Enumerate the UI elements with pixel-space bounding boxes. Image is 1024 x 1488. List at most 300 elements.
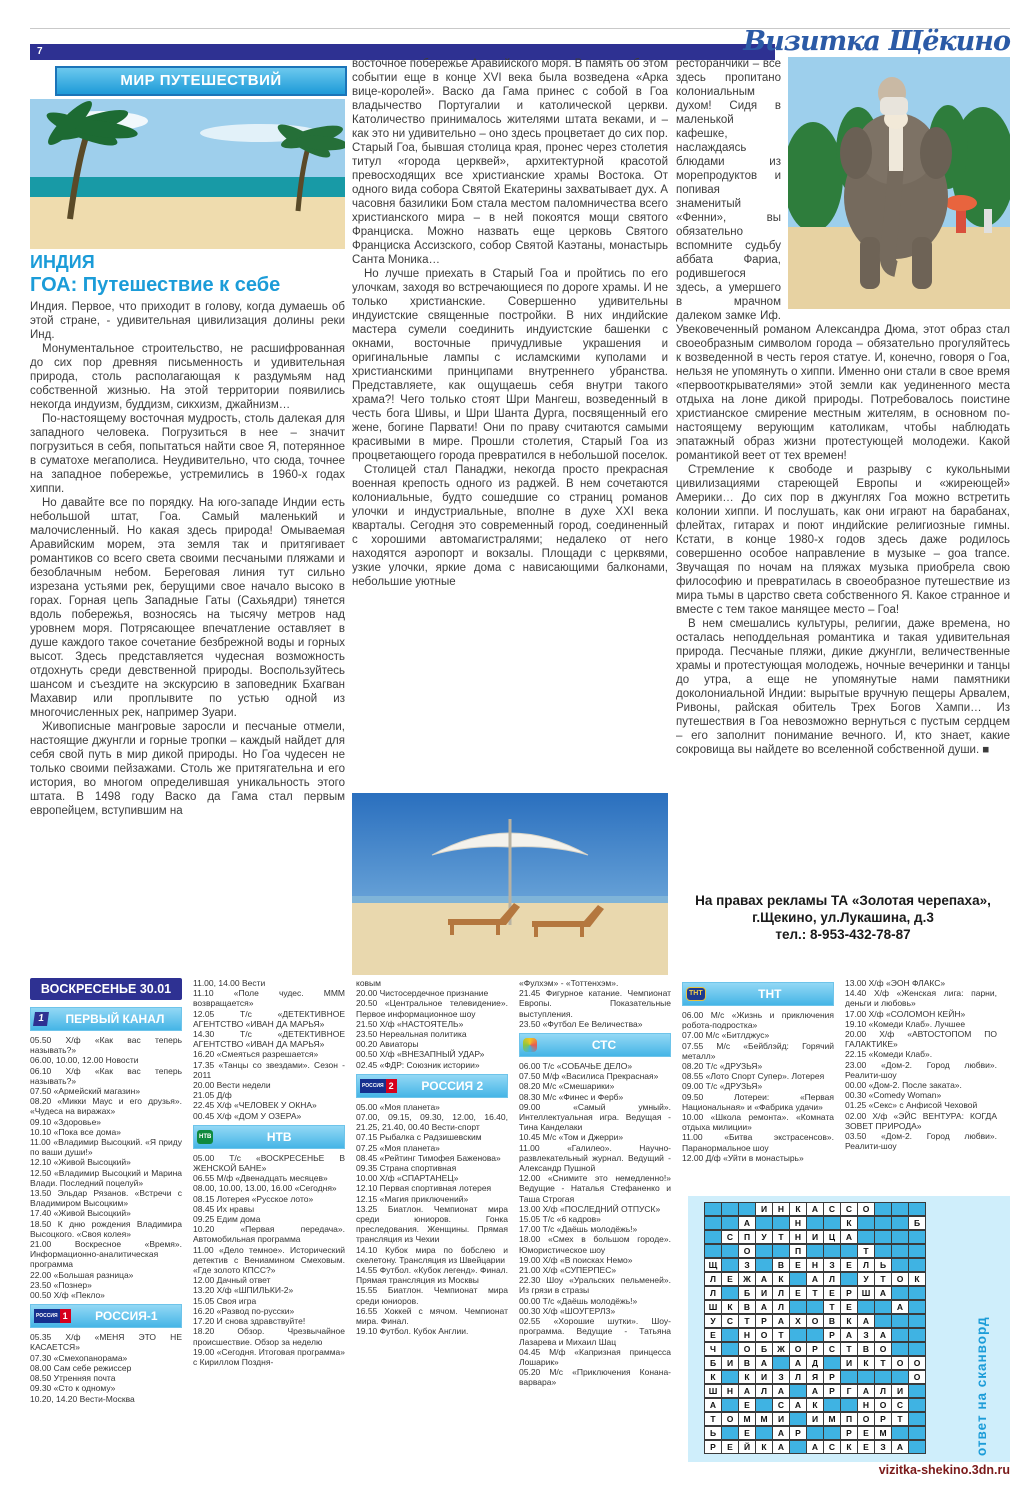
crossword-cell: О: [721, 1412, 739, 1426]
tv-program: 19.10 Футбол. Кубок Англии.: [356, 1326, 469, 1337]
article-paragraph: восточное побережье Аравийского моря. В память об этом событии еще в конце XVI века была возведена «Арка вице-королей». Васко да Гама принес с собой в Гоа владычество Португалии и католической церкви. Католичество принималось жителями штата веками, и – как это ни удивительно – оно здесь процветает до сих пор. Старый Гоа, бывшая столица края, пронес через столетия титул «города церквей», архитектурной красотой превосходящих все христианские храмы Востока. От одного вида собора Святой Екатерины захватывает дух. А часовня базилики Бом стала местом паломничества всего христианского мира – в ней покоятся мощи святого Франциска. Можно назвать еще церковь Святого Франциска Ассизского, собор Святой Каэтаны, монастырь Санта Моника…: [352, 58, 668, 266]
crossword-row: [704, 1286, 925, 1300]
crossword-cell: Т: [738, 1314, 756, 1328]
crossword-cell: Ч: [704, 1342, 722, 1356]
crossword-cell: Р: [840, 1286, 858, 1300]
tv-program: 00.50 Х/ф «ВНЕЗАПНЫЙ УДАР»: [356, 1049, 485, 1060]
crossword-row: [704, 1426, 925, 1440]
crossword-cell: Т: [772, 1230, 790, 1244]
crossword-row: [704, 1384, 925, 1398]
crossword-cell: Л: [704, 1272, 722, 1286]
tv-program: 11.00 «Битва экстрасенсов». Паранормальное шоу: [682, 1132, 834, 1153]
crossword-cell: Ц: [823, 1230, 841, 1244]
tv-program: 10.20 «Первая передача». Автомобильная программа: [193, 1224, 345, 1245]
newspaper-logo: Визитка Щёкино: [743, 26, 1010, 57]
crossword-cell: Е: [789, 1286, 807, 1300]
channel-name: РОССИЯ-1: [95, 1309, 158, 1324]
crossword-cell: Р: [789, 1426, 807, 1440]
tv-program: 23.50 «Познер»: [30, 1279, 92, 1290]
crossword-cell: В: [772, 1258, 790, 1272]
crossword-cell: [721, 1398, 739, 1412]
crossword-cell: Р: [806, 1342, 824, 1356]
tv-program: 23.00 «Дом-2. Город любви». Реалити-шоу: [845, 1059, 997, 1080]
crossword-cell: Л: [823, 1272, 841, 1286]
crossword-cell: Н: [857, 1398, 875, 1412]
crossword-cell: К: [755, 1440, 773, 1454]
article-paragraph: Но лучше приехать в Старый Гоа и пройтись по его улочкам, заходя во встречающиеся по дороге храмы. И не только христианские. Совершенно удивительны индуистские священные постройки. В них индийские мастера сумели соединить индуистские башенки с окнами, восточные причудливые украшения и оригинальные лампы с исламскими куполами и христианскими принципами внутреннего убранства. Представляете, как ощущаешь себя внутри такого храма?! Чего только стоят Шри Мангеш, возведенный в честь бога Шивы, и Шри Шанта Дурга, посвященный его жене, богине Парвати! Они по праву считаются самыми красивыми в мире. Прошли столетия, Старый Гоа из процветающего города превратился в небольшой поселок.: [352, 268, 668, 462]
crossword-cell: Р: [840, 1426, 858, 1440]
tnt-logo: ТНТ: [686, 987, 706, 1001]
tv-program: 08.20 М/с «Смешарики»: [519, 1081, 615, 1092]
tv-program: 03.50 «Дом-2. Город любви». Реалити-шоу: [845, 1131, 997, 1152]
article-paragraph: В нем смешались культуры, религии, даже времена, но осталась неподдельная романтика и такая удивительная природа. Песчаные пляжи, дикие джунгли, величественные храмы и протестующая молодежь, ночные вечеринки и танцы до утра, а еще не упомянутые нами памятники доколониальной Индии: вырытые вручную пещеры Арвалем, Ривоны, райская обитель Трех Богов Хампи… Из путешествия в Гоа невозможно вернуться с пустым сердцем – его заполнит понимание вечного. И, кто знает, какие сокровища вы найдете во вселенной собственной души. ■: [676, 618, 1010, 756]
crossword-cell: Р: [874, 1412, 892, 1426]
crossword-cell: В: [823, 1314, 841, 1328]
crossword-row: [704, 1328, 925, 1342]
tv-program: 17.20 И снова здравствуйте!: [193, 1316, 306, 1327]
crossword-cell: [840, 1398, 858, 1412]
crossword-row: [704, 1230, 925, 1244]
crossword-cell: А: [840, 1230, 858, 1244]
crossword-cell: Р: [755, 1314, 773, 1328]
crossword-cell: [908, 1328, 926, 1342]
tv-program: «Фулхэм» - «Тоттенхэм».: [519, 978, 619, 988]
crossword-cell: О: [908, 1356, 926, 1370]
crossword-cell: [823, 1244, 841, 1258]
crossword-cell: [789, 1412, 807, 1426]
channel-header-sts: [519, 1033, 671, 1057]
tv-program: 14.55 Футбол. «Кубок легенд». Финал. Прямая трансляция из Москвы: [356, 1265, 508, 1286]
tv-program: 14.10 Кубок мира по бобслею и скелетону. Трансляция из Швейцарии: [356, 1244, 508, 1265]
crossword-cell: [891, 1328, 909, 1342]
crossword-cell: Л: [755, 1384, 773, 1398]
tv-program: 19.00 «Сегодня. Итоговая программа» с Кириллом Поздня-: [193, 1346, 345, 1367]
ad-line-3: тел.: 8-953-432-78-87: [775, 927, 911, 942]
crossword-row: [704, 1202, 925, 1216]
crossword-cell: Е: [857, 1440, 875, 1454]
crossword-cell: [789, 1328, 807, 1342]
crossword-cell: [908, 1314, 926, 1328]
ad-line-2: г.Щекино, ул.Лукашина, д.3: [752, 910, 934, 925]
tv-program: 12.10 Первая спортивная лотерея: [356, 1183, 492, 1194]
crossword-cell: Е: [840, 1258, 858, 1272]
crossword-cell: К: [721, 1300, 739, 1314]
site-watermark[interactable]: vizitka-shekino.3dn.ru: [878, 1463, 1010, 1477]
tv-program: 13.20 Х/ф «ШПИЛЬКИ-2»: [193, 1285, 294, 1296]
crossword-cell: Е: [789, 1258, 807, 1272]
crossword-cell: А: [789, 1356, 807, 1370]
crossword-cell: Е: [857, 1426, 875, 1440]
tv-program: 05.50 Х/ф «Как вас теперь называть?»: [30, 1035, 182, 1056]
crossword-cell: [891, 1216, 909, 1230]
tv-program: 16.20 «Смеяться разрешается»: [193, 1049, 319, 1060]
crossword-cell: А: [874, 1328, 892, 1342]
tv-program: 04.45 М/ф «Капризная принцесса Лошарик»: [519, 1346, 671, 1367]
crossword-cell: Ж: [738, 1272, 756, 1286]
tv-program: 06.10 Х/ф «Как вас теперь называть?»: [30, 1065, 182, 1086]
crossword-cell: Д: [806, 1356, 824, 1370]
crossword-cell: [908, 1384, 926, 1398]
crossword-cell: О: [806, 1314, 824, 1328]
tv-program: 11.00 «Дело темное». Исторический детектив с Вениамином Смеховым. «Где золото КПСС?»: [193, 1244, 345, 1276]
crossword-cell: [840, 1272, 858, 1286]
crossword-cell: К: [840, 1216, 858, 1230]
crossword-cell: [857, 1370, 875, 1384]
crossword-cell: Т: [823, 1300, 841, 1314]
crossword-cell: О: [908, 1370, 926, 1384]
tv-program: 13.00 Х/ф «ПОСЛЕДНИЙ ОТПУСК»: [519, 1203, 661, 1214]
crossword-cell: [908, 1230, 926, 1244]
tv-program: 05.00 Т/с «ВОСКРЕСЕНЬЕ В ЖЕНСКОЙ БАНЕ»: [193, 1152, 345, 1174]
tv-program: 10.00 «Школа ремонта». «Комната отдыха милиции»: [682, 1112, 834, 1133]
tv-program: 21.50 Х/ф «НАСТОЯТЕЛЬ»: [356, 1018, 464, 1029]
crossword-cell: [840, 1244, 858, 1258]
crossword-cell: Ш: [857, 1286, 875, 1300]
crossword-cell: [721, 1216, 739, 1230]
tv-program: 21.45 Фигурное катание. Чемпионат Европы. Показательные выступления.: [519, 988, 671, 1019]
crossword-row: [704, 1314, 925, 1328]
tv-program: 10.20, 14.20 Вести-Москва: [30, 1393, 135, 1404]
crossword-cell: К: [789, 1202, 807, 1216]
tv-program: 22.30 Шоу «Уральских пельменей». Из грязи в стразы: [519, 1275, 671, 1296]
article-title: ГОА: Путешествие к себе: [30, 274, 281, 296]
crossword-cell: Л: [874, 1384, 892, 1398]
crossword-cell: О: [857, 1412, 875, 1426]
crossword-cell: [908, 1342, 926, 1356]
tv-program: 10.00 Х/ф «СПАРТАНЕЦ»: [356, 1173, 459, 1184]
crossword-cell: Л: [772, 1300, 790, 1314]
channel-header-tnt: [682, 982, 834, 1006]
tv-program: 17.35 «Танцы со звездами». Сезон - 2011: [193, 1059, 345, 1080]
tv-program: 09.00 «Самый умный». Интеллектуальная игра. Ведущая - Тина Канделаки: [519, 1101, 671, 1133]
tv-program: 07.55 М/с «Бейблэйд: Горячий металл»: [682, 1040, 834, 1061]
crossword-cell: Г: [840, 1384, 858, 1398]
crossword-cell: [874, 1202, 892, 1216]
channel-name: НТВ: [266, 1129, 292, 1144]
crossword-cell: И: [755, 1286, 773, 1300]
crossword-cell: О: [738, 1342, 756, 1356]
tv-program: 09.00 Т/с «ДРУЗЬЯ»: [682, 1081, 763, 1092]
crossword-cell: [806, 1328, 824, 1342]
tv-program: 06.00, 10.00, 12.00 Новости: [30, 1055, 139, 1066]
crossword-cell: [891, 1342, 909, 1356]
crossword-cell: [806, 1244, 824, 1258]
crossword-cell: [891, 1244, 909, 1258]
tv-column: [519, 978, 671, 1460]
tv-program: 07.50 М/ф «Василиса Прекрасная»: [519, 1071, 659, 1082]
crossword-cell: А: [772, 1440, 790, 1454]
crossword-answer-label: ответ на сканворд: [974, 1316, 989, 1456]
crossword-cell: А: [806, 1384, 824, 1398]
crossword-cell: И: [755, 1370, 773, 1384]
crossword-cell: [721, 1258, 739, 1272]
tv-program: 12.50 «Владимир Высоцкий и Марина Влади. Последний поцелуй»: [30, 1167, 182, 1188]
tv-program: 11.00, 14.00 Вести: [193, 978, 266, 988]
tv-program: 07.15 Рыбалка с Радзишевским: [356, 1132, 482, 1143]
crossword-cell: С: [721, 1314, 739, 1328]
article-paragraph: Живописные мангровые заросли и песчаные отмели, настоящие джунгли и горные тропки – каждый найдет для себя свой путь в мир дикой природы. Но Гоа чудесен не только своими пейзажами. Столь же притягательна и его история, во многом определившая уникальность этого штата. В 1498 году Васко да Гама стал первым европейцем, вступившим на: [30, 721, 345, 817]
tv-program: 12.00 Д/ф «Уйти в монастырь»: [682, 1152, 804, 1163]
crossword-cell: [721, 1202, 739, 1216]
crossword-cell: [721, 1244, 739, 1258]
tv-program: 22.45 Х/ф «ЧЕЛОВЕК У ОКНА»: [193, 1100, 317, 1111]
crossword-cell: Ь: [874, 1258, 892, 1272]
crossword-cell: Б: [738, 1286, 756, 1300]
tv-program: 05.00 «Моя планета»: [356, 1101, 440, 1112]
crossword-cell: [704, 1230, 722, 1244]
crossword-grid: [704, 1202, 925, 1454]
crossword-cell: [806, 1300, 824, 1314]
crossword-cell: [908, 1202, 926, 1216]
tv-program: 12.05 Т/с «ДЕТЕКТИВНОЕ АГЕНТСТВО «ИВАН ДА МАРЬЯ»: [193, 1008, 345, 1029]
elephant-illustration: [788, 57, 1010, 309]
crossword-cell: В: [857, 1342, 875, 1356]
crossword-cell: [755, 1398, 773, 1412]
tv-program: 08.15 Лотерея «Русское лото»: [193, 1193, 314, 1204]
crossword-row: [704, 1356, 925, 1370]
article-paragraph: По-настоящему восточная мудрость, столь далекая для западного человека. Погрузиться в нее – значит погрузиться в себя, попытаться найти свое Я, потерянное в суматохе мегаполиса. Неудивительно, что сюда, точнее на западное побережье, устремились в 1960-х годах хиппи.: [30, 413, 345, 495]
crossword-cell: У: [704, 1314, 722, 1328]
crossword-cell: А: [840, 1328, 858, 1342]
crossword-cell: К: [806, 1398, 824, 1412]
tv-program: 09.30 «Сто к одному»: [30, 1383, 116, 1394]
crossword-cell: К: [772, 1272, 790, 1286]
tv-program: 21.00 Воскресное «Время». Информационно-аналитическая программа: [30, 1239, 182, 1270]
tv-program: 11.00 «Владимир Высоцкий. «Я приду по ваши души!»: [30, 1137, 182, 1158]
crossword-cell: Т: [704, 1412, 722, 1426]
crossword-cell: [789, 1300, 807, 1314]
crossword-cell: Л: [704, 1286, 722, 1300]
tv-program: 15.05 Своя игра: [193, 1295, 257, 1306]
tv-program: 10.45 М/с «Том и Джерри»: [519, 1132, 624, 1143]
tv-program: 12.10 «Живой Высоцкий»: [30, 1157, 131, 1168]
crossword-row: [704, 1370, 925, 1384]
logo-num: 1: [60, 1309, 71, 1323]
crossword-cell: [789, 1440, 807, 1454]
crossword-cell: [721, 1286, 739, 1300]
crossword-cell: Щ: [704, 1258, 722, 1272]
crossword-cell: [772, 1216, 790, 1230]
r2-logo: [360, 1079, 397, 1093]
tv-program: 19.10 «Комеди Клаб». Лучшее: [845, 1018, 966, 1029]
crossword-cell: О: [874, 1342, 892, 1356]
crossword-row: [704, 1244, 925, 1258]
crossword-row: [704, 1300, 925, 1314]
crossword-cell: Т: [891, 1412, 909, 1426]
crossword-cell: В: [738, 1356, 756, 1370]
crossword-cell: Т: [806, 1286, 824, 1300]
tv-program: 02.45 «ФДР: Союзник истории»: [356, 1059, 480, 1070]
article-paragraph: Монументальное строительство, не расшифрованная до сих пор древняя письменность и удивительная природа, столь располагающая к раздумьям над собственной жизнью. На этой территории появились некогда индуизм, буддизм, сикхизм, джайнизм…: [30, 343, 345, 411]
tv-program: 06.55 М/ф «Двенадцать месяцев»: [193, 1173, 328, 1184]
crossword-cell: [840, 1370, 858, 1384]
tv-program: 21.05 Д/ф: [193, 1090, 232, 1101]
crossword-cell: [772, 1356, 790, 1370]
crossword-cell: А: [738, 1216, 756, 1230]
tv-program: 00.30 «Comedy Woman»: [845, 1090, 942, 1101]
crossword-cell: [891, 1370, 909, 1384]
article-paragraph: ресторанчики – все здесь пропитано колониальным духом! Сидя в маленькой кафешке, наслаждаясь блюдами из морепродуктов и попивая знаменитый «Фенни», вы обязательно вспомните судьбу аббата Фариа, родившегося здесь, а умершего в мрачном далеком замке Иф. Увековеченный романом Александра Дюма, этот образ стал своеобразным символом города – обязательно прогуляйтесь к возведенной в честь героя статуе. И, конечно, говоря о Гоа, нельзя не упомянуть о хиппи. Именно они стали в свое время «первооткрывателями» этой земли как уединенного места отдыха на лоне дикой природы. Потребовалось поистине христианское смирение местным жителям, в основном по-настоящему верующим католикам, чтобы наблюдать эпатажный образ жизни протестующей молодежи. Какой романтикой веет от тех времен!: [676, 58, 1010, 462]
tv-program: 00.00 «Дом-2. После заката».: [845, 1080, 962, 1091]
tv-program: 21.00 Х/ф «СУПЕРПЕС»: [519, 1265, 617, 1276]
crossword-cell: П: [840, 1412, 858, 1426]
crossword-cell: З: [857, 1328, 875, 1342]
tv-program: 08.45 Их нравы: [193, 1203, 255, 1214]
crossword-cell: К: [908, 1272, 926, 1286]
tv-program: 09.35 Страна спортивная: [356, 1163, 457, 1174]
tv-program: 18.50 К дню рождения Владимира Высоцкого. «Своя колея»: [30, 1218, 182, 1239]
crossword-cell: [704, 1244, 722, 1258]
crossword-cell: [772, 1244, 790, 1258]
tv-program: 15.55 Биатлон. Чемпионат мира среди юниоров.: [356, 1285, 508, 1306]
crossword-cell: Р: [823, 1328, 841, 1342]
crossword-cell: Н: [789, 1216, 807, 1230]
crossword-cell: Е: [704, 1328, 722, 1342]
channel-header-one: [30, 1007, 182, 1031]
tv-program: 01.25 «Секс» с Анфисой Чеховой: [845, 1100, 978, 1111]
crossword-cell: [721, 1370, 739, 1384]
crossword-cell: О: [857, 1202, 875, 1216]
crossword-cell: Л: [857, 1258, 875, 1272]
crossword-cell: К: [738, 1370, 756, 1384]
crossword-cell: Р: [823, 1384, 841, 1398]
crossword-cell: С: [721, 1230, 739, 1244]
crossword-cell: И: [755, 1202, 773, 1216]
tv-program: 22.15 «Комеди Клаб».: [845, 1049, 933, 1060]
crossword-cell: Т: [857, 1244, 875, 1258]
tv-program: 22.00 «Большая разница»: [30, 1269, 134, 1280]
tv-program: 11.10 «Поле чудес. МММ возвращается»: [193, 988, 345, 1009]
crossword-cell: [891, 1286, 909, 1300]
tv-program: 13.00 Х/ф «ЭОН ФЛАКС»: [845, 978, 946, 988]
crossword-row: [704, 1216, 925, 1230]
crossword-cell: В: [738, 1300, 756, 1314]
crossword-cell: Н: [806, 1258, 824, 1272]
tv-program: 17.40 «Живой Высоцкий»: [30, 1208, 131, 1219]
logo-text: РОССИЯ: [34, 1309, 60, 1323]
crossword-cell: Й: [738, 1440, 756, 1454]
tv-program: 09.10 «Здоровье»: [30, 1116, 102, 1127]
crossword-cell: И: [840, 1356, 858, 1370]
crossword-cell: Е: [840, 1300, 858, 1314]
crossword-cell: [721, 1426, 739, 1440]
article-col2: [352, 57, 668, 790]
tv-program: 23.50 Нереальная политика: [356, 1029, 467, 1040]
article-col1: [30, 300, 345, 974]
crossword-cell: К: [840, 1314, 858, 1328]
crossword-cell: О: [789, 1342, 807, 1356]
crossword-cell: [891, 1258, 909, 1272]
tv-program: 08.50 Утренняя почта: [30, 1373, 116, 1384]
tv-program: 05.20 М/с «Приключения Конана-варвара»: [519, 1367, 671, 1388]
crossword-cell: [874, 1216, 892, 1230]
crossword-cell: А: [789, 1398, 807, 1412]
crossword-cell: [755, 1258, 773, 1272]
tv-program: 07.50 «Армейский магазин»: [30, 1086, 141, 1097]
crossword-cell: Я: [806, 1370, 824, 1384]
tv-program: 14.40 Х/ф «Женская лига: парни, деньги и любовь»: [845, 988, 997, 1009]
crossword-cell: [755, 1244, 773, 1258]
tv-program: 05.35 Х/ф «МЕНЯ ЭТО НЕ КАСАЕТСЯ»: [30, 1332, 182, 1353]
crossword-cell: М: [823, 1412, 841, 1426]
channel-header-ntv: [193, 1125, 345, 1149]
crossword-cell: А: [806, 1440, 824, 1454]
tv-program: 07.25 «Моя планета»: [356, 1142, 440, 1153]
crossword-cell: [891, 1230, 909, 1244]
crossword-cell: А: [806, 1202, 824, 1216]
tv-program: 07.00 М/с «Битлджус»: [682, 1030, 770, 1041]
crossword-cell: [908, 1286, 926, 1300]
page-number: 7: [37, 46, 43, 57]
crossword-cell: [891, 1426, 909, 1440]
crossword-cell: [704, 1216, 722, 1230]
crossword-cell: [823, 1426, 841, 1440]
crossword-cell: Т: [874, 1272, 892, 1286]
crossword-cell: М: [738, 1412, 756, 1426]
article-col3: [676, 57, 1010, 889]
crossword-cell: [874, 1314, 892, 1328]
crossword-cell: [874, 1230, 892, 1244]
tv-program: 18.20 Обзор. Чрезвычайное происшествие. Обзор за неделю: [193, 1326, 345, 1347]
tv-program: 00.30 Х/ф «ШОУГЕРЛЗ»: [519, 1305, 616, 1316]
crossword-cell: Р: [823, 1370, 841, 1384]
channel-name: СТС: [591, 1038, 617, 1053]
umbrella-beach-photo: [352, 793, 668, 975]
crossword-cell: С: [772, 1398, 790, 1412]
tv-program: 10.10 «Пока все дома»: [30, 1126, 121, 1137]
tv-program: 08.30 М/с «Финес и Ферб»: [519, 1091, 624, 1102]
elephant-photo: [788, 57, 1010, 309]
tv-program: 16.55 Хоккей с мячом. Чемпионат мира. Финал.: [356, 1305, 508, 1327]
one-logo: 1: [33, 1012, 49, 1026]
tv-program: 00.50 Х/ф «Пекло»: [30, 1290, 105, 1301]
crossword-cell: [874, 1244, 892, 1258]
crossword-cell: Ш: [704, 1300, 722, 1314]
crossword-cell: [908, 1412, 926, 1426]
crossword-row: [704, 1258, 925, 1272]
crossword-cell: [857, 1216, 875, 1230]
crossword-cell: Н: [721, 1384, 739, 1398]
crossword-cell: Н: [772, 1202, 790, 1216]
crossword-cell: [908, 1426, 926, 1440]
channel-name: РОССИЯ 2: [421, 1078, 484, 1093]
tv-day-header: ВОСКРЕСЕНЬЕ 30.01: [30, 978, 182, 1000]
crossword-cell: [908, 1300, 926, 1314]
crossword-cell: Р: [704, 1440, 722, 1454]
article-paragraph: Стремление к свободе и разрыву с кукольными цивилизациями стареющей Европы и «жиреющей» Америки… До сих пор в джунглях Гоа можно встретить колонии хиппи. И послушать, как они играют на барабанах, флейтах, гитарах и поют индийские религиозные гимны. Кстати, в конце 1980-х годов здесь даже родилось совершенно особое направление в музыке – goa trance. Звучащая по ночам на пляжах музыка приобрела свою философию и превратилась в своеобразное путешествие из мира тьмы в царство света собственного Я. Какое странное и вместе с тем такое манящее место – Гоа!: [676, 464, 1010, 616]
crossword-cell: [823, 1398, 841, 1412]
advertisement: [676, 892, 1010, 943]
article-paragraph: Но давайте все по порядку. На юго-западе Индии есть небольшой штат, Гоа. Самый маленький и малочисленный. Но какая здесь природа! Омываемая Аравийским морем, эта земля так и притягивает романтиков со всего света своими песчаными пляжами и безоблачным небом. Береговая линия тут сильно изрезана устьями рек, берущими свое начало высоко в горах. Горная цепь Западные Гаты (Сахьядри) тянется вдоль побережья, возносясь на тысячу метров над уровнем моря. Потрясающее впечатление оставляет в душе каждого такое сочетание безбрежной воды и горных высот. Здесь представляется чудесная возможность отдохнуть среди девственной природы. Воспользуйтесь шансом и съездите на экскурсию в заповедник Бхагван Махавир или проплывите по устью одной из многочисленных рек, например Зуари.: [30, 497, 345, 719]
channel-name: ПЕРВЫЙ КАНАЛ: [65, 1012, 165, 1026]
channel-header-r1: [30, 1304, 182, 1328]
tv-column: [30, 978, 182, 1460]
crossword-row: [704, 1272, 925, 1286]
tv-program: 23.50 «Футбол Ее Величества»: [519, 1018, 643, 1029]
crossword-cell: Е: [721, 1272, 739, 1286]
crossword-cell: З: [874, 1440, 892, 1454]
tv-program: 08.55 «Лото Спорт Супер». Лотерея: [682, 1071, 825, 1082]
crossword-cell: О: [891, 1356, 909, 1370]
crossword-cell: М: [755, 1412, 773, 1426]
tv-program: 13.50 Эльдар Рязанов. «Встречи с Владимиром Высоцким»: [30, 1188, 182, 1209]
crossword-cell: П: [738, 1230, 756, 1244]
crossword-cell: Б: [755, 1342, 773, 1356]
tv-program: 18.00 «Смех в большом городе». Юмористическое шоу: [519, 1234, 671, 1255]
umbrella-beach-illustration: [352, 793, 668, 975]
crossword-cell: [789, 1272, 807, 1286]
crossword-cell: О: [891, 1272, 909, 1286]
